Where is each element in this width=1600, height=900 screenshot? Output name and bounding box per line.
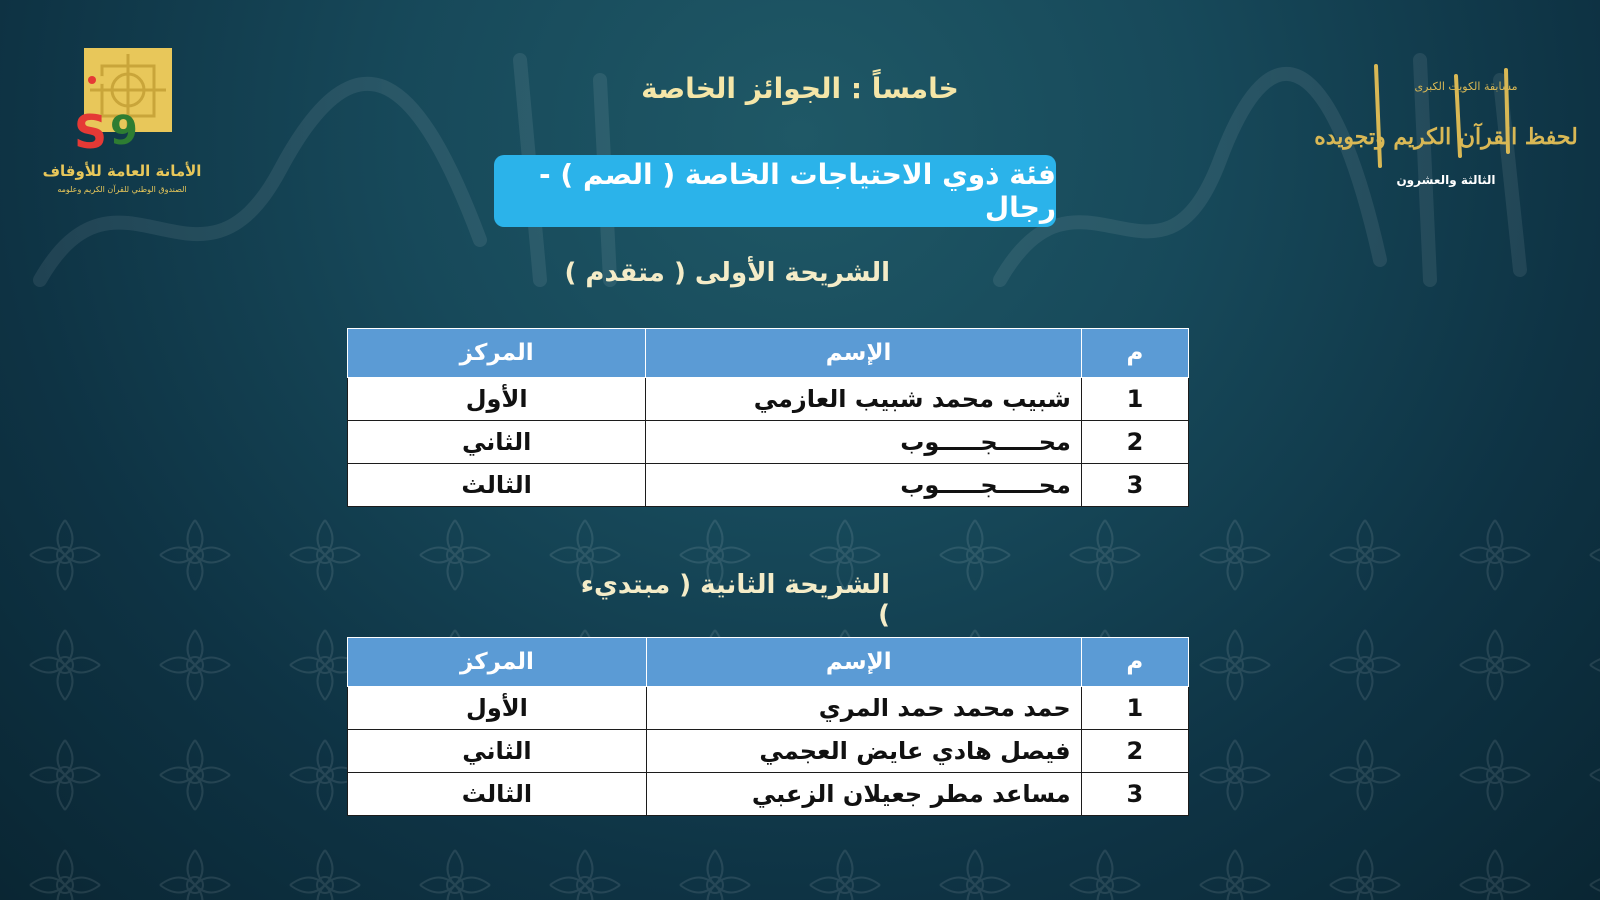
- table-row: [348, 464, 1189, 507]
- column-header-rank: المركز: [348, 329, 646, 378]
- tier-2-results-table: [347, 637, 1189, 816]
- svg-text:S: S: [74, 105, 108, 159]
- column-header-rank: المركز: [348, 638, 647, 687]
- row-number: 3: [1081, 464, 1188, 507]
- winner-rank: الأول: [348, 378, 646, 421]
- tier-1-heading: الشريحة الأولى ( متقدم ): [564, 258, 890, 288]
- winner-rank: الثاني: [348, 730, 647, 773]
- section-title: خامساً : الجوائز الخاصة: [641, 72, 959, 105]
- competition-top-text: مسابقة الكويت الكبرى: [1414, 80, 1518, 93]
- winner-name: محـــــجـــــوب: [646, 421, 1082, 464]
- table-row: [348, 687, 1189, 730]
- table-row: [348, 773, 1189, 816]
- winner-rank: الأول: [348, 687, 647, 730]
- row-number: 2: [1081, 730, 1188, 773]
- winner-rank: الثالث: [348, 464, 646, 507]
- column-header-number: م: [1081, 329, 1188, 378]
- table-row: [348, 378, 1189, 421]
- awqaf-sub-text: الصندوق الوطني للقرآن الكريم وعلومه: [57, 185, 187, 194]
- winner-rank: الثالث: [348, 773, 647, 816]
- row-number: 1: [1081, 378, 1188, 421]
- column-header-name: الإسم: [646, 638, 1081, 687]
- tier-1-results-table: [347, 328, 1189, 507]
- winner-name: محـــــجـــــوب: [646, 464, 1082, 507]
- tier-2-heading: الشريحة الثانية ( مبتديء ): [580, 570, 890, 630]
- winner-name: حمد محمد حمد المري: [646, 687, 1081, 730]
- row-number: 2: [1081, 421, 1188, 464]
- competition-main-text: لحفظ القرآن الكريم وتجويده: [1314, 124, 1578, 150]
- awqaf-emblem-icon: [42, 46, 202, 206]
- awqaf-logo: [42, 46, 202, 206]
- table-row: [348, 730, 1189, 773]
- row-number: 3: [1081, 773, 1188, 816]
- table-row: [348, 421, 1189, 464]
- column-header-name: الإسم: [646, 329, 1082, 378]
- row-number: 1: [1081, 687, 1188, 730]
- table-header-row: [348, 638, 1189, 687]
- table-header-row: [348, 329, 1189, 378]
- winner-rank: الثاني: [348, 421, 646, 464]
- winner-name: مساعد مطر جعيلان الزعبي: [646, 773, 1081, 816]
- category-banner: فئة ذوي الاحتياجات الخاصة ( الصم ) - رجال: [494, 155, 1056, 227]
- column-header-number: م: [1081, 638, 1188, 687]
- winner-name: فيصل هادي عايض العجمي: [646, 730, 1081, 773]
- winner-name: شبيب محمد شبيب العازمي: [646, 378, 1082, 421]
- svg-text:9: 9: [110, 108, 138, 154]
- competition-edition-text: الثالثة والعشرون: [1396, 173, 1496, 187]
- awqaf-name-text: الأمانة العامة للأوقاف: [42, 162, 202, 180]
